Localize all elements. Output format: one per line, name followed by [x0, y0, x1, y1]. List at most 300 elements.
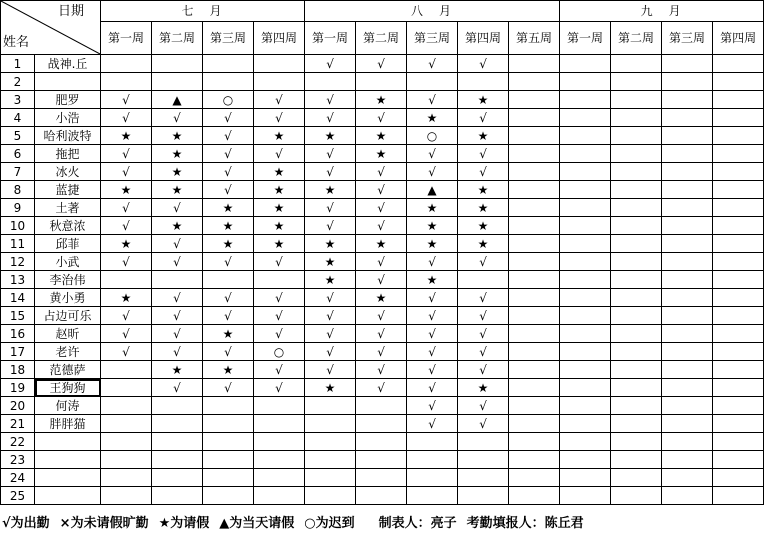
row-number-cell[interactable]: 19 [1, 379, 35, 397]
attendance-mark-cell[interactable]: ★ [458, 91, 509, 109]
attendance-mark-cell[interactable] [203, 469, 254, 487]
attendance-mark-cell[interactable]: √ [203, 163, 254, 181]
attendance-mark-cell[interactable] [458, 433, 509, 451]
attendance-mark-cell[interactable]: √ [152, 289, 203, 307]
row-number-cell[interactable]: 15 [1, 307, 35, 325]
attendance-mark-cell[interactable] [305, 415, 356, 433]
member-name-cell[interactable] [35, 433, 101, 451]
attendance-mark-cell[interactable]: √ [407, 163, 458, 181]
attendance-mark-cell[interactable]: ★ [203, 199, 254, 217]
attendance-mark-cell[interactable] [509, 433, 560, 451]
attendance-mark-cell[interactable]: √ [407, 253, 458, 271]
attendance-mark-cell[interactable] [560, 73, 611, 91]
attendance-mark-cell[interactable]: √ [203, 109, 254, 127]
attendance-mark-cell[interactable]: √ [305, 361, 356, 379]
attendance-mark-cell[interactable] [611, 397, 662, 415]
attendance-mark-cell[interactable] [713, 361, 764, 379]
attendance-mark-cell[interactable] [254, 271, 305, 289]
row-number-cell[interactable]: 4 [1, 109, 35, 127]
row-number-cell[interactable]: 22 [1, 433, 35, 451]
attendance-mark-cell[interactable] [662, 217, 713, 235]
attendance-mark-cell[interactable]: ★ [152, 181, 203, 199]
row-number-cell[interactable]: 12 [1, 253, 35, 271]
attendance-mark-cell[interactable]: √ [356, 109, 407, 127]
attendance-mark-cell[interactable] [509, 289, 560, 307]
attendance-mark-cell[interactable]: ★ [407, 271, 458, 289]
attendance-mark-cell[interactable] [713, 145, 764, 163]
attendance-mark-cell[interactable] [713, 217, 764, 235]
attendance-mark-cell[interactable] [713, 181, 764, 199]
attendance-mark-cell[interactable] [560, 469, 611, 487]
attendance-mark-cell[interactable]: √ [101, 253, 152, 271]
attendance-mark-cell[interactable]: √ [458, 55, 509, 73]
member-name-cell[interactable]: 黄小勇 [35, 289, 101, 307]
attendance-mark-cell[interactable] [509, 55, 560, 73]
attendance-mark-cell[interactable] [713, 199, 764, 217]
attendance-mark-cell[interactable]: ★ [305, 379, 356, 397]
attendance-mark-cell[interactable] [713, 433, 764, 451]
attendance-mark-cell[interactable]: √ [152, 109, 203, 127]
row-number-cell[interactable]: 18 [1, 361, 35, 379]
attendance-mark-cell[interactable] [713, 55, 764, 73]
attendance-mark-cell[interactable] [713, 235, 764, 253]
attendance-mark-cell[interactable] [611, 361, 662, 379]
attendance-mark-cell[interactable] [101, 73, 152, 91]
attendance-mark-cell[interactable]: ★ [356, 235, 407, 253]
attendance-mark-cell[interactable] [662, 199, 713, 217]
attendance-mark-cell[interactable]: √ [254, 307, 305, 325]
row-number-cell[interactable]: 5 [1, 127, 35, 145]
attendance-mark-cell[interactable] [611, 469, 662, 487]
attendance-mark-cell[interactable] [509, 451, 560, 469]
member-name-cell[interactable]: 胖胖猫 [35, 415, 101, 433]
attendance-mark-cell[interactable] [713, 253, 764, 271]
attendance-mark-cell[interactable] [254, 73, 305, 91]
attendance-mark-cell[interactable]: √ [101, 307, 152, 325]
attendance-mark-cell[interactable] [611, 307, 662, 325]
attendance-mark-cell[interactable] [407, 469, 458, 487]
attendance-mark-cell[interactable] [152, 397, 203, 415]
attendance-mark-cell[interactable] [101, 469, 152, 487]
attendance-mark-cell[interactable] [356, 73, 407, 91]
attendance-mark-cell[interactable] [713, 397, 764, 415]
week-header[interactable]: 第一周 [305, 22, 356, 55]
member-name-cell[interactable]: 小武 [35, 253, 101, 271]
attendance-mark-cell[interactable] [560, 181, 611, 199]
attendance-mark-cell[interactable]: √ [203, 145, 254, 163]
attendance-mark-cell[interactable]: √ [152, 307, 203, 325]
attendance-mark-cell[interactable]: √ [254, 325, 305, 343]
attendance-mark-cell[interactable] [101, 271, 152, 289]
attendance-mark-cell[interactable] [611, 73, 662, 91]
attendance-mark-cell[interactable]: √ [407, 379, 458, 397]
attendance-mark-cell[interactable] [407, 487, 458, 505]
attendance-mark-cell[interactable]: √ [356, 55, 407, 73]
attendance-mark-cell[interactable] [611, 199, 662, 217]
attendance-mark-cell[interactable]: √ [152, 253, 203, 271]
attendance-mark-cell[interactable]: √ [152, 199, 203, 217]
week-header[interactable]: 第五周 [509, 22, 560, 55]
attendance-mark-cell[interactable]: ▲ [407, 181, 458, 199]
attendance-mark-cell[interactable] [611, 253, 662, 271]
attendance-mark-cell[interactable]: √ [254, 109, 305, 127]
row-number-cell[interactable]: 8 [1, 181, 35, 199]
attendance-mark-cell[interactable] [662, 181, 713, 199]
attendance-mark-cell[interactable]: √ [305, 109, 356, 127]
member-name-cell[interactable]: 李治伟 [35, 271, 101, 289]
week-header[interactable]: 第三周 [407, 22, 458, 55]
row-number-cell[interactable]: 1 [1, 55, 35, 73]
attendance-mark-cell[interactable]: ★ [356, 127, 407, 145]
attendance-mark-cell[interactable]: √ [407, 145, 458, 163]
attendance-mark-cell[interactable] [560, 127, 611, 145]
attendance-mark-cell[interactable]: √ [152, 325, 203, 343]
month-august-header[interactable]: 八 月 [305, 1, 560, 22]
attendance-mark-cell[interactable] [662, 127, 713, 145]
member-name-cell[interactable]: 拖把 [35, 145, 101, 163]
attendance-mark-cell[interactable] [560, 145, 611, 163]
attendance-mark-cell[interactable] [203, 55, 254, 73]
attendance-mark-cell[interactable] [509, 217, 560, 235]
attendance-mark-cell[interactable] [662, 325, 713, 343]
attendance-mark-cell[interactable]: √ [101, 163, 152, 181]
attendance-mark-cell[interactable]: √ [356, 163, 407, 181]
attendance-mark-cell[interactable]: ▲ [152, 91, 203, 109]
attendance-mark-cell[interactable] [101, 433, 152, 451]
header-diagonal-cell[interactable] [1, 1, 101, 55]
member-name-cell[interactable]: 范德萨 [35, 361, 101, 379]
attendance-mark-cell[interactable]: √ [407, 397, 458, 415]
attendance-mark-cell[interactable] [662, 145, 713, 163]
row-number-cell[interactable]: 25 [1, 487, 35, 505]
attendance-mark-cell[interactable] [101, 487, 152, 505]
attendance-mark-cell[interactable] [611, 181, 662, 199]
attendance-mark-cell[interactable] [560, 451, 611, 469]
attendance-mark-cell[interactable]: √ [101, 325, 152, 343]
attendance-mark-cell[interactable]: ○ [407, 127, 458, 145]
week-header[interactable]: 第四周 [713, 22, 764, 55]
attendance-mark-cell[interactable]: √ [305, 55, 356, 73]
attendance-mark-cell[interactable]: ★ [152, 145, 203, 163]
attendance-mark-cell[interactable] [254, 55, 305, 73]
attendance-mark-cell[interactable] [509, 163, 560, 181]
attendance-mark-cell[interactable]: √ [305, 145, 356, 163]
attendance-mark-cell[interactable]: ★ [203, 217, 254, 235]
attendance-mark-cell[interactable]: √ [407, 91, 458, 109]
member-name-cell[interactable] [35, 73, 101, 91]
attendance-mark-cell[interactable] [305, 397, 356, 415]
attendance-mark-cell[interactable]: ★ [407, 235, 458, 253]
attendance-mark-cell[interactable]: √ [305, 91, 356, 109]
attendance-mark-cell[interactable] [509, 379, 560, 397]
attendance-mark-cell[interactable] [203, 73, 254, 91]
attendance-mark-cell[interactable] [305, 451, 356, 469]
row-number-cell[interactable]: 23 [1, 451, 35, 469]
attendance-mark-cell[interactable]: √ [458, 289, 509, 307]
attendance-mark-cell[interactable]: √ [458, 325, 509, 343]
attendance-mark-cell[interactable]: √ [101, 109, 152, 127]
attendance-mark-cell[interactable] [356, 397, 407, 415]
attendance-mark-cell[interactable] [611, 91, 662, 109]
week-header[interactable]: 第三周 [662, 22, 713, 55]
attendance-mark-cell[interactable]: ★ [203, 325, 254, 343]
attendance-mark-cell[interactable]: √ [101, 91, 152, 109]
attendance-mark-cell[interactable] [356, 433, 407, 451]
row-number-cell[interactable]: 10 [1, 217, 35, 235]
attendance-mark-cell[interactable] [458, 451, 509, 469]
attendance-mark-cell[interactable]: √ [305, 325, 356, 343]
attendance-mark-cell[interactable] [611, 271, 662, 289]
attendance-mark-cell[interactable]: ★ [305, 235, 356, 253]
attendance-mark-cell[interactable] [560, 253, 611, 271]
attendance-mark-cell[interactable]: √ [254, 91, 305, 109]
attendance-mark-cell[interactable]: √ [356, 181, 407, 199]
attendance-mark-cell[interactable]: √ [152, 235, 203, 253]
row-number-cell[interactable]: 9 [1, 199, 35, 217]
attendance-mark-cell[interactable]: √ [356, 325, 407, 343]
row-number-cell[interactable]: 21 [1, 415, 35, 433]
attendance-mark-cell[interactable]: √ [458, 253, 509, 271]
attendance-mark-cell[interactable] [152, 271, 203, 289]
week-header[interactable]: 第一周 [101, 22, 152, 55]
attendance-mark-cell[interactable] [254, 415, 305, 433]
attendance-mark-cell[interactable]: √ [458, 361, 509, 379]
attendance-mark-cell[interactable]: √ [407, 361, 458, 379]
attendance-mark-cell[interactable] [509, 109, 560, 127]
attendance-mark-cell[interactable]: ★ [203, 235, 254, 253]
attendance-mark-cell[interactable] [560, 379, 611, 397]
attendance-mark-cell[interactable] [611, 379, 662, 397]
attendance-mark-cell[interactable]: √ [203, 289, 254, 307]
attendance-mark-cell[interactable] [560, 397, 611, 415]
attendance-mark-cell[interactable]: ★ [356, 91, 407, 109]
attendance-mark-cell[interactable] [254, 433, 305, 451]
attendance-mark-cell[interactable]: √ [356, 307, 407, 325]
attendance-mark-cell[interactable]: √ [458, 397, 509, 415]
attendance-mark-cell[interactable] [509, 325, 560, 343]
attendance-mark-cell[interactable] [152, 469, 203, 487]
attendance-mark-cell[interactable] [662, 415, 713, 433]
member-name-cell[interactable] [35, 487, 101, 505]
attendance-mark-cell[interactable] [611, 415, 662, 433]
member-name-cell[interactable]: 占边可乐 [35, 307, 101, 325]
week-header[interactable]: 第二周 [152, 22, 203, 55]
member-name-cell[interactable]: 赵昕 [35, 325, 101, 343]
attendance-mark-cell[interactable] [713, 469, 764, 487]
attendance-mark-cell[interactable] [662, 289, 713, 307]
attendance-mark-cell[interactable] [662, 451, 713, 469]
week-header[interactable]: 第二周 [356, 22, 407, 55]
attendance-mark-cell[interactable] [611, 235, 662, 253]
attendance-mark-cell[interactable] [611, 217, 662, 235]
attendance-mark-cell[interactable] [509, 415, 560, 433]
attendance-mark-cell[interactable] [509, 253, 560, 271]
attendance-mark-cell[interactable]: ★ [458, 235, 509, 253]
attendance-mark-cell[interactable] [305, 73, 356, 91]
attendance-mark-cell[interactable]: √ [458, 343, 509, 361]
member-name-cell[interactable]: 老许 [35, 343, 101, 361]
week-header[interactable]: 第四周 [254, 22, 305, 55]
member-name-cell[interactable]: 邱菲 [35, 235, 101, 253]
attendance-mark-cell[interactable] [509, 469, 560, 487]
attendance-mark-cell[interactable] [662, 487, 713, 505]
attendance-mark-cell[interactable] [560, 109, 611, 127]
attendance-mark-cell[interactable]: √ [356, 271, 407, 289]
attendance-mark-cell[interactable]: √ [305, 217, 356, 235]
attendance-mark-cell[interactable] [560, 343, 611, 361]
member-name-cell[interactable]: 哈利波特 [35, 127, 101, 145]
attendance-mark-cell[interactable] [509, 73, 560, 91]
week-header[interactable]: 第二周 [611, 22, 662, 55]
attendance-mark-cell[interactable] [254, 487, 305, 505]
attendance-mark-cell[interactable] [254, 397, 305, 415]
attendance-mark-cell[interactable]: √ [458, 307, 509, 325]
attendance-mark-cell[interactable] [152, 415, 203, 433]
attendance-mark-cell[interactable] [662, 73, 713, 91]
attendance-mark-cell[interactable]: √ [152, 379, 203, 397]
member-name-cell[interactable] [35, 451, 101, 469]
attendance-mark-cell[interactable] [458, 73, 509, 91]
attendance-mark-cell[interactable] [509, 343, 560, 361]
attendance-mark-cell[interactable] [611, 127, 662, 145]
attendance-mark-cell[interactable]: √ [356, 217, 407, 235]
row-number-cell[interactable]: 2 [1, 73, 35, 91]
attendance-mark-cell[interactable] [101, 451, 152, 469]
attendance-mark-cell[interactable] [509, 235, 560, 253]
member-name-cell[interactable]: 肥罗 [35, 91, 101, 109]
attendance-mark-cell[interactable] [560, 361, 611, 379]
attendance-mark-cell[interactable] [152, 55, 203, 73]
attendance-mark-cell[interactable]: ★ [305, 253, 356, 271]
attendance-mark-cell[interactable]: ★ [458, 127, 509, 145]
attendance-mark-cell[interactable]: ★ [152, 127, 203, 145]
attendance-mark-cell[interactable]: ★ [152, 361, 203, 379]
attendance-mark-cell[interactable] [560, 433, 611, 451]
attendance-mark-cell[interactable]: √ [203, 307, 254, 325]
attendance-mark-cell[interactable]: ★ [101, 289, 152, 307]
attendance-mark-cell[interactable] [560, 55, 611, 73]
attendance-mark-cell[interactable] [662, 91, 713, 109]
attendance-mark-cell[interactable]: ★ [254, 217, 305, 235]
attendance-mark-cell[interactable] [560, 307, 611, 325]
row-number-cell[interactable]: 7 [1, 163, 35, 181]
attendance-mark-cell[interactable]: ★ [254, 199, 305, 217]
attendance-mark-cell[interactable]: √ [458, 415, 509, 433]
attendance-mark-cell[interactable] [560, 199, 611, 217]
attendance-mark-cell[interactable] [611, 325, 662, 343]
attendance-mark-cell[interactable] [509, 127, 560, 145]
attendance-mark-cell[interactable]: ★ [407, 199, 458, 217]
attendance-mark-cell[interactable] [662, 433, 713, 451]
member-name-cell[interactable]: 秋意浓 [35, 217, 101, 235]
attendance-mark-cell[interactable] [254, 469, 305, 487]
attendance-mark-cell[interactable]: ★ [407, 109, 458, 127]
attendance-mark-cell[interactable] [560, 217, 611, 235]
attendance-mark-cell[interactable] [560, 289, 611, 307]
attendance-mark-cell[interactable]: √ [407, 343, 458, 361]
attendance-mark-cell[interactable]: ★ [254, 235, 305, 253]
attendance-mark-cell[interactable]: ★ [254, 163, 305, 181]
member-name-cell[interactable]: 何涛 [35, 397, 101, 415]
attendance-mark-cell[interactable]: √ [305, 163, 356, 181]
member-name-cell[interactable]: 冰火 [35, 163, 101, 181]
attendance-mark-cell[interactable]: √ [152, 343, 203, 361]
attendance-mark-cell[interactable]: √ [101, 145, 152, 163]
attendance-mark-cell[interactable]: √ [407, 55, 458, 73]
attendance-mark-cell[interactable] [560, 487, 611, 505]
attendance-mark-cell[interactable] [611, 451, 662, 469]
attendance-mark-cell[interactable] [152, 487, 203, 505]
member-name-cell[interactable]: 土著 [35, 199, 101, 217]
attendance-mark-cell[interactable] [662, 271, 713, 289]
member-name-cell[interactable]: 蓝捷 [35, 181, 101, 199]
attendance-mark-cell[interactable]: √ [356, 253, 407, 271]
attendance-mark-cell[interactable] [356, 415, 407, 433]
attendance-mark-cell[interactable] [305, 469, 356, 487]
week-header[interactable]: 第三周 [203, 22, 254, 55]
attendance-mark-cell[interactable]: ★ [458, 217, 509, 235]
attendance-mark-cell[interactable] [611, 109, 662, 127]
attendance-mark-cell[interactable] [662, 469, 713, 487]
attendance-mark-cell[interactable]: √ [305, 343, 356, 361]
attendance-mark-cell[interactable] [713, 289, 764, 307]
attendance-mark-cell[interactable]: ★ [305, 127, 356, 145]
attendance-mark-cell[interactable]: ★ [152, 217, 203, 235]
attendance-mark-cell[interactable] [509, 199, 560, 217]
attendance-mark-cell[interactable] [662, 163, 713, 181]
attendance-mark-cell[interactable] [509, 181, 560, 199]
attendance-mark-cell[interactable] [611, 487, 662, 505]
attendance-mark-cell[interactable]: ★ [305, 181, 356, 199]
attendance-mark-cell[interactable] [713, 325, 764, 343]
attendance-mark-cell[interactable]: √ [254, 361, 305, 379]
attendance-mark-cell[interactable] [560, 163, 611, 181]
attendance-mark-cell[interactable] [101, 379, 152, 397]
attendance-mark-cell[interactable]: √ [407, 307, 458, 325]
attendance-mark-cell[interactable]: √ [203, 253, 254, 271]
attendance-mark-cell[interactable]: √ [458, 163, 509, 181]
attendance-mark-cell[interactable] [101, 397, 152, 415]
attendance-mark-cell[interactable] [713, 271, 764, 289]
attendance-mark-cell[interactable]: ★ [254, 181, 305, 199]
attendance-mark-cell[interactable] [611, 343, 662, 361]
attendance-mark-cell[interactable] [560, 325, 611, 343]
attendance-mark-cell[interactable] [101, 55, 152, 73]
attendance-mark-cell[interactable]: √ [101, 217, 152, 235]
week-header[interactable]: 第一周 [560, 22, 611, 55]
attendance-mark-cell[interactable] [713, 91, 764, 109]
attendance-mark-cell[interactable]: ★ [152, 163, 203, 181]
attendance-mark-cell[interactable]: √ [254, 379, 305, 397]
attendance-mark-cell[interactable] [662, 307, 713, 325]
attendance-mark-cell[interactable]: ★ [101, 127, 152, 145]
attendance-mark-cell[interactable] [662, 109, 713, 127]
attendance-mark-cell[interactable] [203, 451, 254, 469]
row-number-cell[interactable]: 24 [1, 469, 35, 487]
attendance-mark-cell[interactable] [509, 91, 560, 109]
row-number-cell[interactable]: 17 [1, 343, 35, 361]
attendance-mark-cell[interactable]: √ [356, 361, 407, 379]
attendance-mark-cell[interactable] [305, 487, 356, 505]
attendance-mark-cell[interactable] [713, 379, 764, 397]
attendance-mark-cell[interactable] [458, 487, 509, 505]
attendance-mark-cell[interactable]: √ [407, 289, 458, 307]
attendance-mark-cell[interactable]: √ [458, 145, 509, 163]
attendance-mark-cell[interactable] [713, 73, 764, 91]
attendance-mark-cell[interactable]: √ [305, 307, 356, 325]
attendance-mark-cell[interactable] [254, 451, 305, 469]
member-name-cell[interactable]: 战神.丘 [35, 55, 101, 73]
